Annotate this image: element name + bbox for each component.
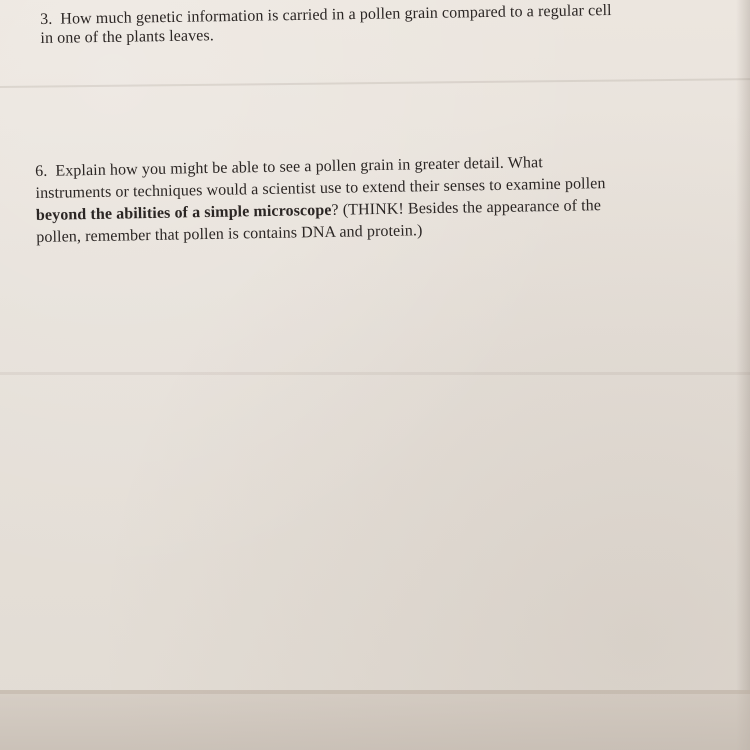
- question-6-bold-phrase: beyond the abilities of a simple microscope: [35, 201, 332, 224]
- question-6: [35, 151, 606, 249]
- question-6-text-1: Explain how you might be able to see a pollen grain in greater detail. What: [55, 154, 543, 180]
- question-3: [40, 1, 612, 48]
- paper-fold-line: [0, 690, 750, 694]
- question-3-text-1: How much genetic information is carried in a pollen grain compared to a regular cell: [60, 2, 612, 28]
- question-3-line-2: in one of the plants leaves.: [40, 27, 214, 47]
- question-6-line-2: instruments or techniques would a scientist use to extend their senses to examine pollen: [35, 175, 606, 202]
- question-6-number: 6.: [35, 162, 48, 180]
- page-bottom-fold: [0, 690, 750, 750]
- question-6-text-3: ? (THINK! Besides the appearance of the: [331, 197, 602, 219]
- paper-fold-line: [0, 372, 750, 375]
- question-3-number: 3.: [40, 10, 53, 28]
- question-6-line-4: pollen, remember that pollen is contains DNA and protein.): [36, 222, 423, 246]
- page-edge-shadow: [736, 0, 750, 750]
- paper-fold-line: [0, 78, 750, 88]
